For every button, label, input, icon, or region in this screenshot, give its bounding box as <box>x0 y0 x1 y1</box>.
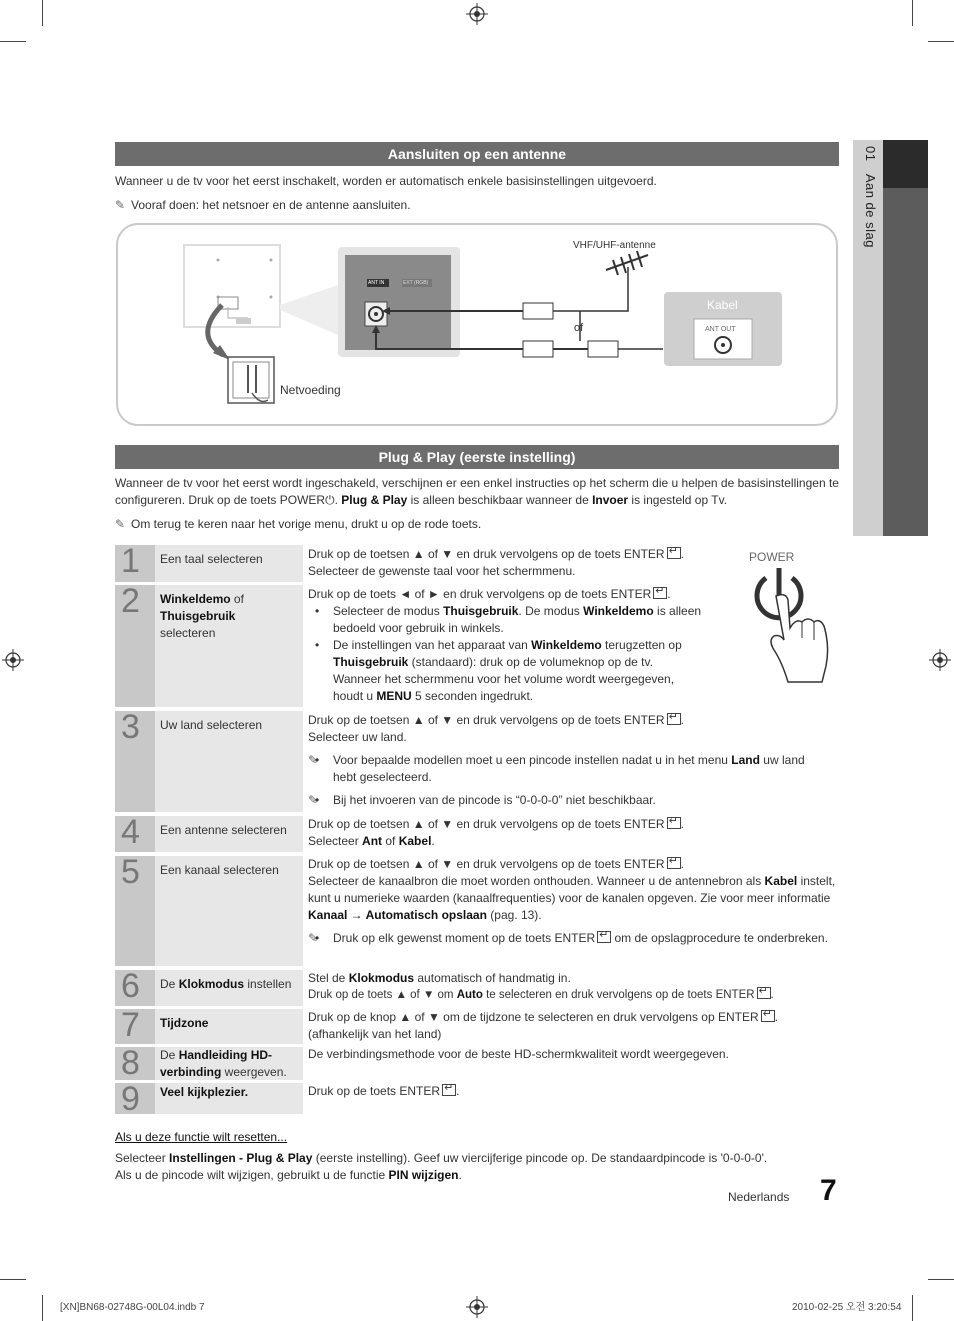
note-pencil-icon: • ✎ <box>308 753 319 767</box>
chapter-title: 01 Aan de slag <box>863 146 878 248</box>
ant-in-port-label: ANT IN <box>368 280 385 286</box>
registration-mark-icon <box>929 649 951 671</box>
enter-icon <box>757 987 771 999</box>
power-button-label: POWER <box>749 550 795 564</box>
file-slug: [XN]BN68-02748G-00L04.indb 7 <box>60 1302 205 1313</box>
step-description: Druk op de toets ENTER↵ . <box>308 1083 838 1100</box>
power-icon: ⏻ <box>325 493 335 507</box>
or-label: of <box>574 322 584 334</box>
step-number: 6 <box>115 970 155 1006</box>
cable-box-label: Kabel <box>707 298 738 312</box>
note-pencil-icon: • ✎ <box>308 931 319 945</box>
step-label: De Klokmodus instellen <box>155 970 303 1006</box>
ant-out-label: ANT OUT <box>705 326 736 333</box>
enter-icon <box>667 817 681 829</box>
print-date: 2010-02-25 오전 3:20:54 <box>792 1302 902 1313</box>
step-number: 2 <box>115 585 155 707</box>
step-number: 7 <box>115 1009 155 1044</box>
section-heading-plug-and-play: Plug & Play (eerste instelling) <box>115 445 839 469</box>
note: ✎ Om terug te keren naar het vorige menu, drukt u op de rode toets. <box>115 517 482 531</box>
chapter-tab-marker <box>883 140 928 188</box>
registration-mark-icon <box>466 1296 488 1318</box>
registration-mark-icon <box>2 649 24 671</box>
note: ✎ Vooraf doen: het netsnoer en de antenne aansluiten. <box>115 198 411 212</box>
step-number: 3 <box>115 711 155 812</box>
hand-pressing-power-icon <box>746 566 834 684</box>
step-label: De Handleiding HD-verbinding weergeven. <box>155 1047 303 1080</box>
enter-icon <box>667 857 681 869</box>
note-pencil-icon: ✎ <box>115 517 126 531</box>
step-description: Druk op de toetsen ▲ of ▼ en druk vervolgens op de toets ENTER↵ . Selecteer de kanaalbron die moet worden onthouden. Wanneer u de antennebron als Kabel instelt, kunt u numerieke waarden (kanaalfrequenties) voor de kanalen opgeven. Zie voor meer informatie Kanaal → Automatisch opslaan (pag. 13). • ✎ Druk op elk gewenst moment op de toets ENTER↵ om de opslagprocedure te onderbreken. <box>308 856 838 947</box>
step-number: 8 <box>115 1047 155 1080</box>
section-heading-antenna: Aansluiten op een antenne <box>115 142 839 166</box>
chapter-tab-band <box>883 140 928 536</box>
antenna-label: VHF/UHF-antenne <box>573 240 656 251</box>
enter-icon <box>597 931 611 943</box>
connection-diagram <box>116 223 838 426</box>
footer-language: Nederlands <box>728 1190 790 1204</box>
enter-icon <box>667 713 681 725</box>
note-pencil-icon: • ✎ <box>308 793 319 807</box>
step-description: Druk op de toetsen ▲ of ▼ en druk vervolgens op de toets ENTER↵ . Selecteer de gewenste taal voor het schermmenu. <box>308 546 728 580</box>
section-intro: Wanneer u de tv voor het eerst inschakelt, worden er automatisch enkele basisinstellingen uitgevoerd. <box>115 174 657 188</box>
step-description: Druk op de toetsen ▲ of ▼ en druk vervolgens op de toets ENTER↵ . Selecteer Ant of Kabel. <box>308 816 828 850</box>
step-number: 5 <box>115 856 155 966</box>
reset-text: Selecteer Instellingen - Plug & Play (eerste instelling). Geef uw viercijferige pincode op. De standaardpincode is '0-0-0-0'. Als u de pincode wilt wijzigen, gebruikt u de functie PIN wijzigen. <box>115 1151 768 1182</box>
step-label: Een kanaal selecteren <box>155 856 303 966</box>
step-label: Een antenne selecteren <box>155 816 303 852</box>
enter-icon <box>667 547 681 559</box>
page-number: 7 <box>820 1174 837 1207</box>
ext-port-label: EXT (RGB) <box>403 280 429 286</box>
step-description: Druk op de knop ▲ of ▼ om de tijdzone te selecteren en druk vervolgens op ENTER↵ . (afhankelijk van het land) <box>308 1009 838 1043</box>
enter-icon <box>442 1084 456 1096</box>
step-label: Tijdzone <box>155 1009 303 1044</box>
enter-icon <box>761 1010 775 1022</box>
reset-heading: Als u deze functie wilt resetten... <box>115 1130 288 1144</box>
step-description: Stel de Klokmodus automatisch of handmatig in. Druk op de toets ▲ of ▼ om Auto te selecteren en druk vervolgens op de toets ENTER↵ . <box>308 970 838 1004</box>
step-label: Veel kijkplezier. <box>155 1083 303 1114</box>
step-label: Winkeldemo of Thuisgebruik selecteren <box>155 585 303 707</box>
power-label: Netvoeding <box>280 383 341 397</box>
step-label: Uw land selecteren <box>155 711 303 812</box>
registration-mark-icon <box>466 3 488 25</box>
section-intro: Wanneer de tv voor het eerst wordt ingeschakeld, verschijnen er een enkel instructies op het scherm die u helpen de basisinstellingen te configureren. Druk op de toets POWER⏻. Plug & Play is alleen beschikbaar wanneer de Invoer is ingesteld op Tv. <box>115 476 839 507</box>
enter-icon <box>653 587 667 599</box>
step-number: 1 <box>115 545 155 582</box>
step-description: Druk op de toetsen ▲ of ▼ en druk vervolgens op de toets ENTER↵ . Selecteer uw land. • ✎ Voor bepaalde modellen moet u een pincode instellen nadat u in het menu Land uw land hebt geselecteerd. • ✎ Bij het invoeren van de pincode is “0-0-0-0” niet beschikbaar. <box>308 712 828 809</box>
step-number: 4 <box>115 816 155 852</box>
step-label: Een taal selecteren <box>155 545 303 582</box>
step-description: De verbindingsmethode voor de beste HD-schermkwaliteit wordt weergegeven. <box>308 1047 729 1061</box>
note-pencil-icon: ✎ <box>115 198 126 212</box>
step-description: Druk op de toets ◄ of ► en druk vervolgens op de toets ENTER↵ . • Selecteer de modus Thuisgebruik. De modus Winkeldemo is alleen bedoeld voor gebruik in winkels. • De instellingen van het apparaat van Winkeldemo terugzetten op Thuisgebruik (standaard): druk op de volumeknop op de tv. Wanneer het schermmenu voor het volume wordt weergegeven, houdt u MENU 5 seconden ingedrukt. <box>308 586 708 705</box>
step-number: 9 <box>115 1083 155 1114</box>
